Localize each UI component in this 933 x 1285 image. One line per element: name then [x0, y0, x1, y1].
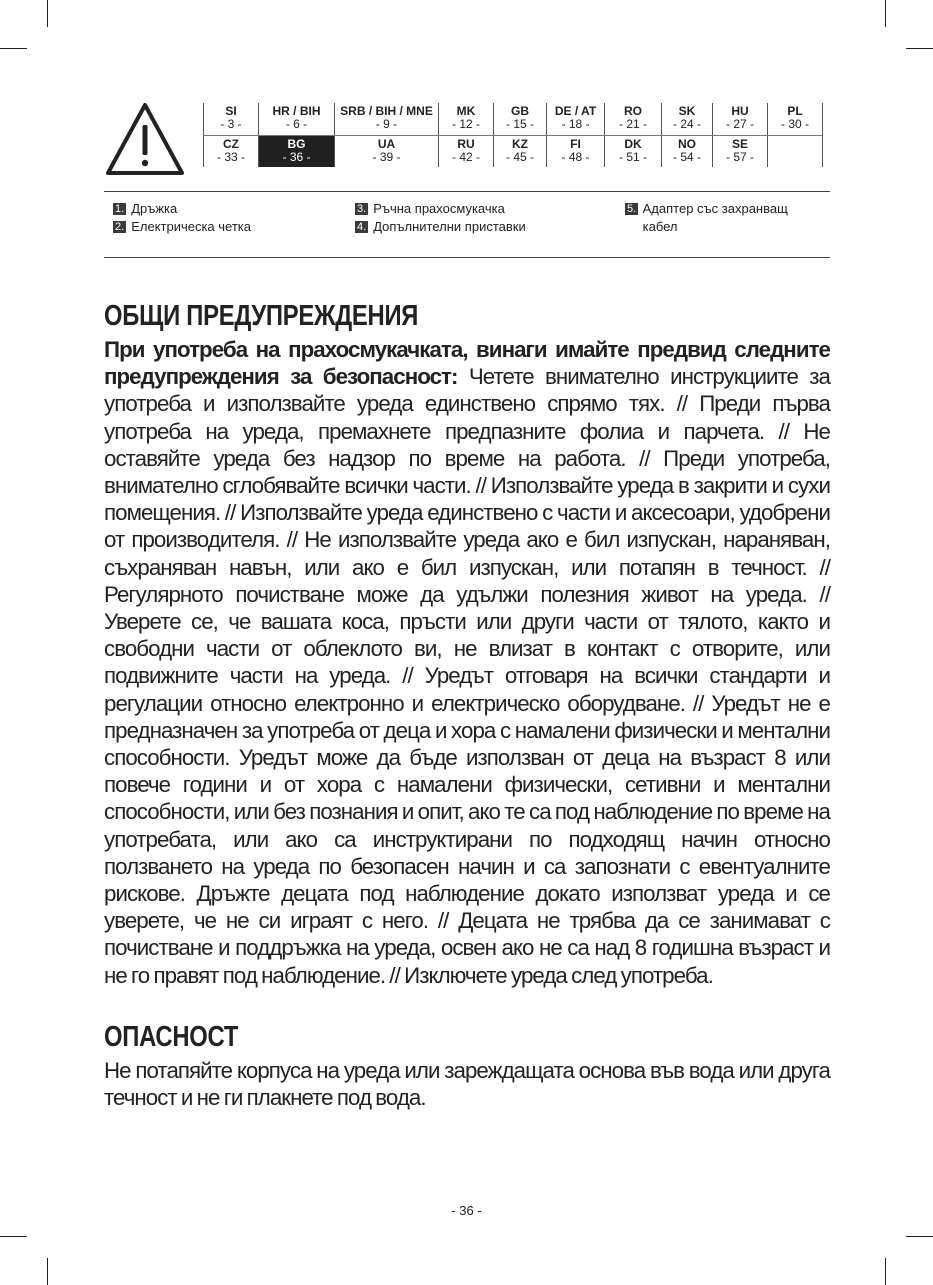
crop-mark [885, 0, 886, 27]
language-cell[interactable]: FI - 48 - [547, 135, 605, 167]
crop-mark [906, 48, 933, 49]
danger-text: Не потапяйте корпуса на уреда или зареждащата основа във вода или друга течност и не ги плакнете под вода. [104, 1057, 830, 1111]
part-number: 2. [115, 221, 125, 233]
language-row [204, 103, 823, 135]
parts-column [355, 200, 526, 236]
language-cell[interactable]: SI - 3 - [204, 103, 259, 135]
crop-mark [47, 0, 48, 27]
language-cell[interactable]: MK - 12 - [439, 103, 494, 135]
part-item [355, 218, 526, 236]
part-item [113, 200, 251, 218]
general-warnings-lead: При употреба на прахосмукачката, винаги имайте предвид следните предупреждения за безопасност: [104, 337, 830, 390]
language-cell[interactable]: HU - 27 - [713, 103, 768, 135]
language-cell[interactable]: RO - 21 - [605, 103, 662, 135]
language-cell[interactable]: CZ - 33 - [204, 135, 259, 167]
part-item [625, 200, 815, 236]
language-cell[interactable]: RU - 42 - [439, 135, 494, 167]
part-label: Ръчна прахосмукачка [373, 201, 505, 216]
language-cell[interactable]: PL - 30 - [768, 103, 823, 135]
language-cell[interactable]: SE - 57 - [713, 135, 768, 167]
part-number: 4. [357, 221, 367, 233]
divider [104, 257, 830, 258]
language-cell[interactable]: SK - 24 - [662, 103, 713, 135]
language-cell[interactable]: SRB / BIH / MNE - 9 - [335, 103, 439, 135]
danger-title: ОПАСНОСТ [104, 1020, 239, 1053]
safety-content [104, 296, 830, 1111]
general-warnings-body: Четете внимателно инструкциите за употреба и използвайте уреда единствено спрямо тях. // Преди първа употреба на уреда, премахнете предпазните фолиа и парчета. // Не оставяйте уреда без надзор по време на работа. // Преди употреба, внимателно сглобявайте всички части. // Използвайте уреда в закрити и сухи помещения. // Използвайте уреда единствено с части и аксесоари, удобрени от производителя. // Не използвайте уреда ако е бил изпускан, нараняван, съхраняван навън, или ако е бил изпускан, или потапян в течност. // Регулярното почистване може да удължи полезния живот на уреда. // Уверете се, че вашата коса, пръсти или други части от тялото, както и свободни части от облеклото ви, не влизат в контакт с отворите, или подвижните части на уреда. // Уредът отговаря на всички стандарти и регулации относно електронно и електрическо оборудване. // Уредът не е предназначен за употреба от деца и хора с намалени физически и ментални способности. Уредът може да бъде използван от деца на възраст 8 или повече години и от хора с намалени физически, сетивни и ментални способности, или без познания и опит, ако те са под наблюдение по време на употребата, или ако са инструктирани по подходящ начин относно ползването на уреда по безопасен начин и са запознати с евентуалните рискове. Дръжте децата под наблюдение докато използват уреда и се уверете, че не си играят с него. // Децата не трябва да се занимават с почистване и поддръжка на уреда, освен ако не са над 8 годишна възраст и не го правят под наблюдение. // Изключете уреда след употреба. [104, 364, 830, 988]
part-number: 1. [115, 203, 125, 215]
language-cell[interactable]: NO - 54 - [662, 135, 713, 167]
crop-mark [0, 48, 27, 49]
general-warnings-title: ОБЩИ ПРЕДУПРЕЖДЕНИЯ [104, 300, 419, 332]
language-cell[interactable]: UA - 39 - [335, 135, 439, 167]
language-cell[interactable]: GB - 15 - [494, 103, 547, 135]
crop-mark [885, 1258, 886, 1285]
language-cell-active[interactable]: BG - 36 - [259, 135, 335, 167]
part-item [355, 200, 526, 218]
language-cell[interactable]: HR / BIH - 6 - [259, 103, 335, 135]
divider [104, 191, 830, 192]
part-item [113, 218, 251, 236]
crop-mark [0, 1236, 27, 1237]
part-label: Допълнителни приставки [373, 219, 526, 234]
crop-mark [47, 1258, 48, 1285]
part-label: Адаптер със захранващ кабел [642, 201, 788, 234]
language-cell-empty [768, 135, 823, 167]
warning-triangle-icon [104, 101, 186, 177]
page-number: - 36 - [451, 1203, 482, 1218]
part-number: 5. [627, 203, 637, 215]
part-label: Електрическа четка [131, 219, 251, 234]
language-index-table [203, 103, 823, 167]
language-cell[interactable]: DK - 51 - [605, 135, 662, 167]
part-number: 3. [357, 203, 367, 215]
language-cell[interactable]: KZ - 45 - [494, 135, 547, 167]
parts-column [625, 200, 815, 236]
parts-column [113, 200, 251, 236]
general-warnings-text [104, 336, 830, 989]
part-label: Дръжка [131, 201, 178, 216]
language-cell[interactable]: DE / AT - 18 - [547, 103, 605, 135]
language-row [204, 135, 823, 167]
crop-mark [906, 1236, 933, 1237]
